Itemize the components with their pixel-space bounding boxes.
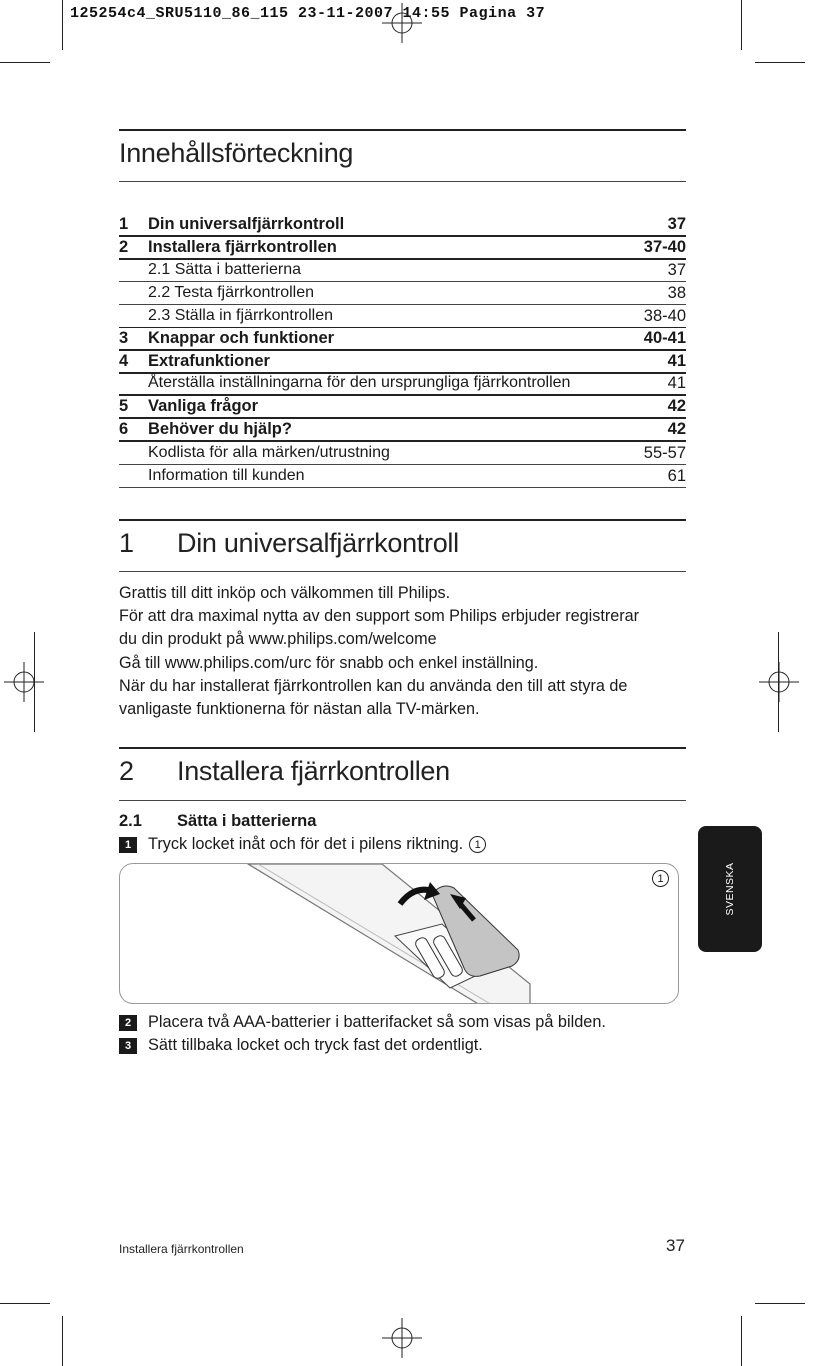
toc-row[interactable]: Information till kunden 61 <box>119 465 686 488</box>
rule <box>119 129 686 131</box>
rule <box>119 571 686 572</box>
toc-row[interactable]: 4 Extrafunktioner 41 <box>119 351 686 374</box>
intro-paragraph: Grattis till ditt inköp och välkommen till Philips. För att dra maximal nytta av den support som Philips erbjuder registrerar du din produkt på www.philips.com/welcome Gå till www.philips.com/urc för snabb och enkel inställning. När du har installerat fjärrkontrollen kan du använda den till att styra de vanligaste funktionerna för nästan alla TV-märken. <box>119 584 640 719</box>
table-of-contents <box>119 214 686 488</box>
step-2: 2 Placera två AAA-batterier i batterifacket så som visas på bilden. <box>119 1013 606 1032</box>
section-2-title: 2 Installera fjärrkontrollen <box>119 756 450 786</box>
step-number: 1 <box>119 837 137 853</box>
crop-mark <box>778 632 779 732</box>
registration-mark-icon <box>382 3 422 43</box>
crop-mark <box>755 1303 805 1304</box>
battery-figure <box>119 863 679 1004</box>
crop-mark <box>741 0 742 50</box>
rule <box>119 747 686 749</box>
crop-mark <box>755 62 805 63</box>
crop-mark <box>741 1316 742 1366</box>
step-3: 3 Sätt tillbaka locket och tryck fast det ordentligt. <box>119 1036 483 1055</box>
toc-row[interactable]: Kodlista för alla märken/utrustning 55-57 <box>119 442 686 465</box>
registration-mark-icon <box>4 662 44 702</box>
toc-row[interactable]: 6 Behöver du hjälp? 42 <box>119 419 686 442</box>
crop-mark <box>62 1316 63 1366</box>
crop-mark <box>34 632 35 732</box>
page-number: 37 <box>666 1236 685 1255</box>
step-number: 3 <box>119 1038 137 1054</box>
footer-section-name: Installera fjärrkontrollen <box>119 1242 244 1256</box>
toc-row[interactable]: 2.2 Testa fjärrkontrollen 38 <box>119 282 686 305</box>
toc-row[interactable]: 2 Installera fjärrkontrollen 37-40 <box>119 237 686 260</box>
subsection-title: 2.1 Sätta i batterierna <box>119 812 317 830</box>
toc-title: Innehållsförteckning <box>119 138 354 168</box>
crop-mark <box>0 62 50 63</box>
rule <box>119 181 686 182</box>
toc-row[interactable]: Återställa inställningarna för den ursprungliga fjärrkontrollen 41 <box>119 374 686 397</box>
rule <box>119 519 686 521</box>
toc-row[interactable]: 5 Vanliga frågor 42 <box>119 396 686 419</box>
section-1-title: 1 Din universalfjärrkontroll <box>119 528 459 558</box>
toc-row[interactable]: 2.3 Ställa in fjärrkontrollen 38-40 <box>119 305 686 328</box>
figure-reference: 1 <box>469 836 486 853</box>
toc-row[interactable]: 2.1 Sätta i batterierna 37 <box>119 260 686 283</box>
toc-row[interactable]: 1 Din universalfjärrkontroll 37 <box>119 214 686 237</box>
step-1: 1 Tryck locket inåt och för det i pilens riktning. 1 <box>119 835 486 854</box>
registration-mark-icon <box>759 662 799 702</box>
print-slug: 125254c4_SRU5110_86_115 23-11-2007 14:55 Pagina 37 <box>70 5 546 22</box>
rule <box>119 800 686 801</box>
language-tab[interactable]: SVENSKA <box>698 826 762 952</box>
figure-label: 1 <box>652 870 669 887</box>
toc-row[interactable]: 3 Knappar och funktioner 40-41 <box>119 328 686 351</box>
registration-mark-icon <box>382 1318 422 1358</box>
crop-mark <box>0 1303 50 1304</box>
remote-battery-illustration <box>120 864 679 1004</box>
crop-mark <box>62 0 63 50</box>
step-number: 2 <box>119 1015 137 1031</box>
